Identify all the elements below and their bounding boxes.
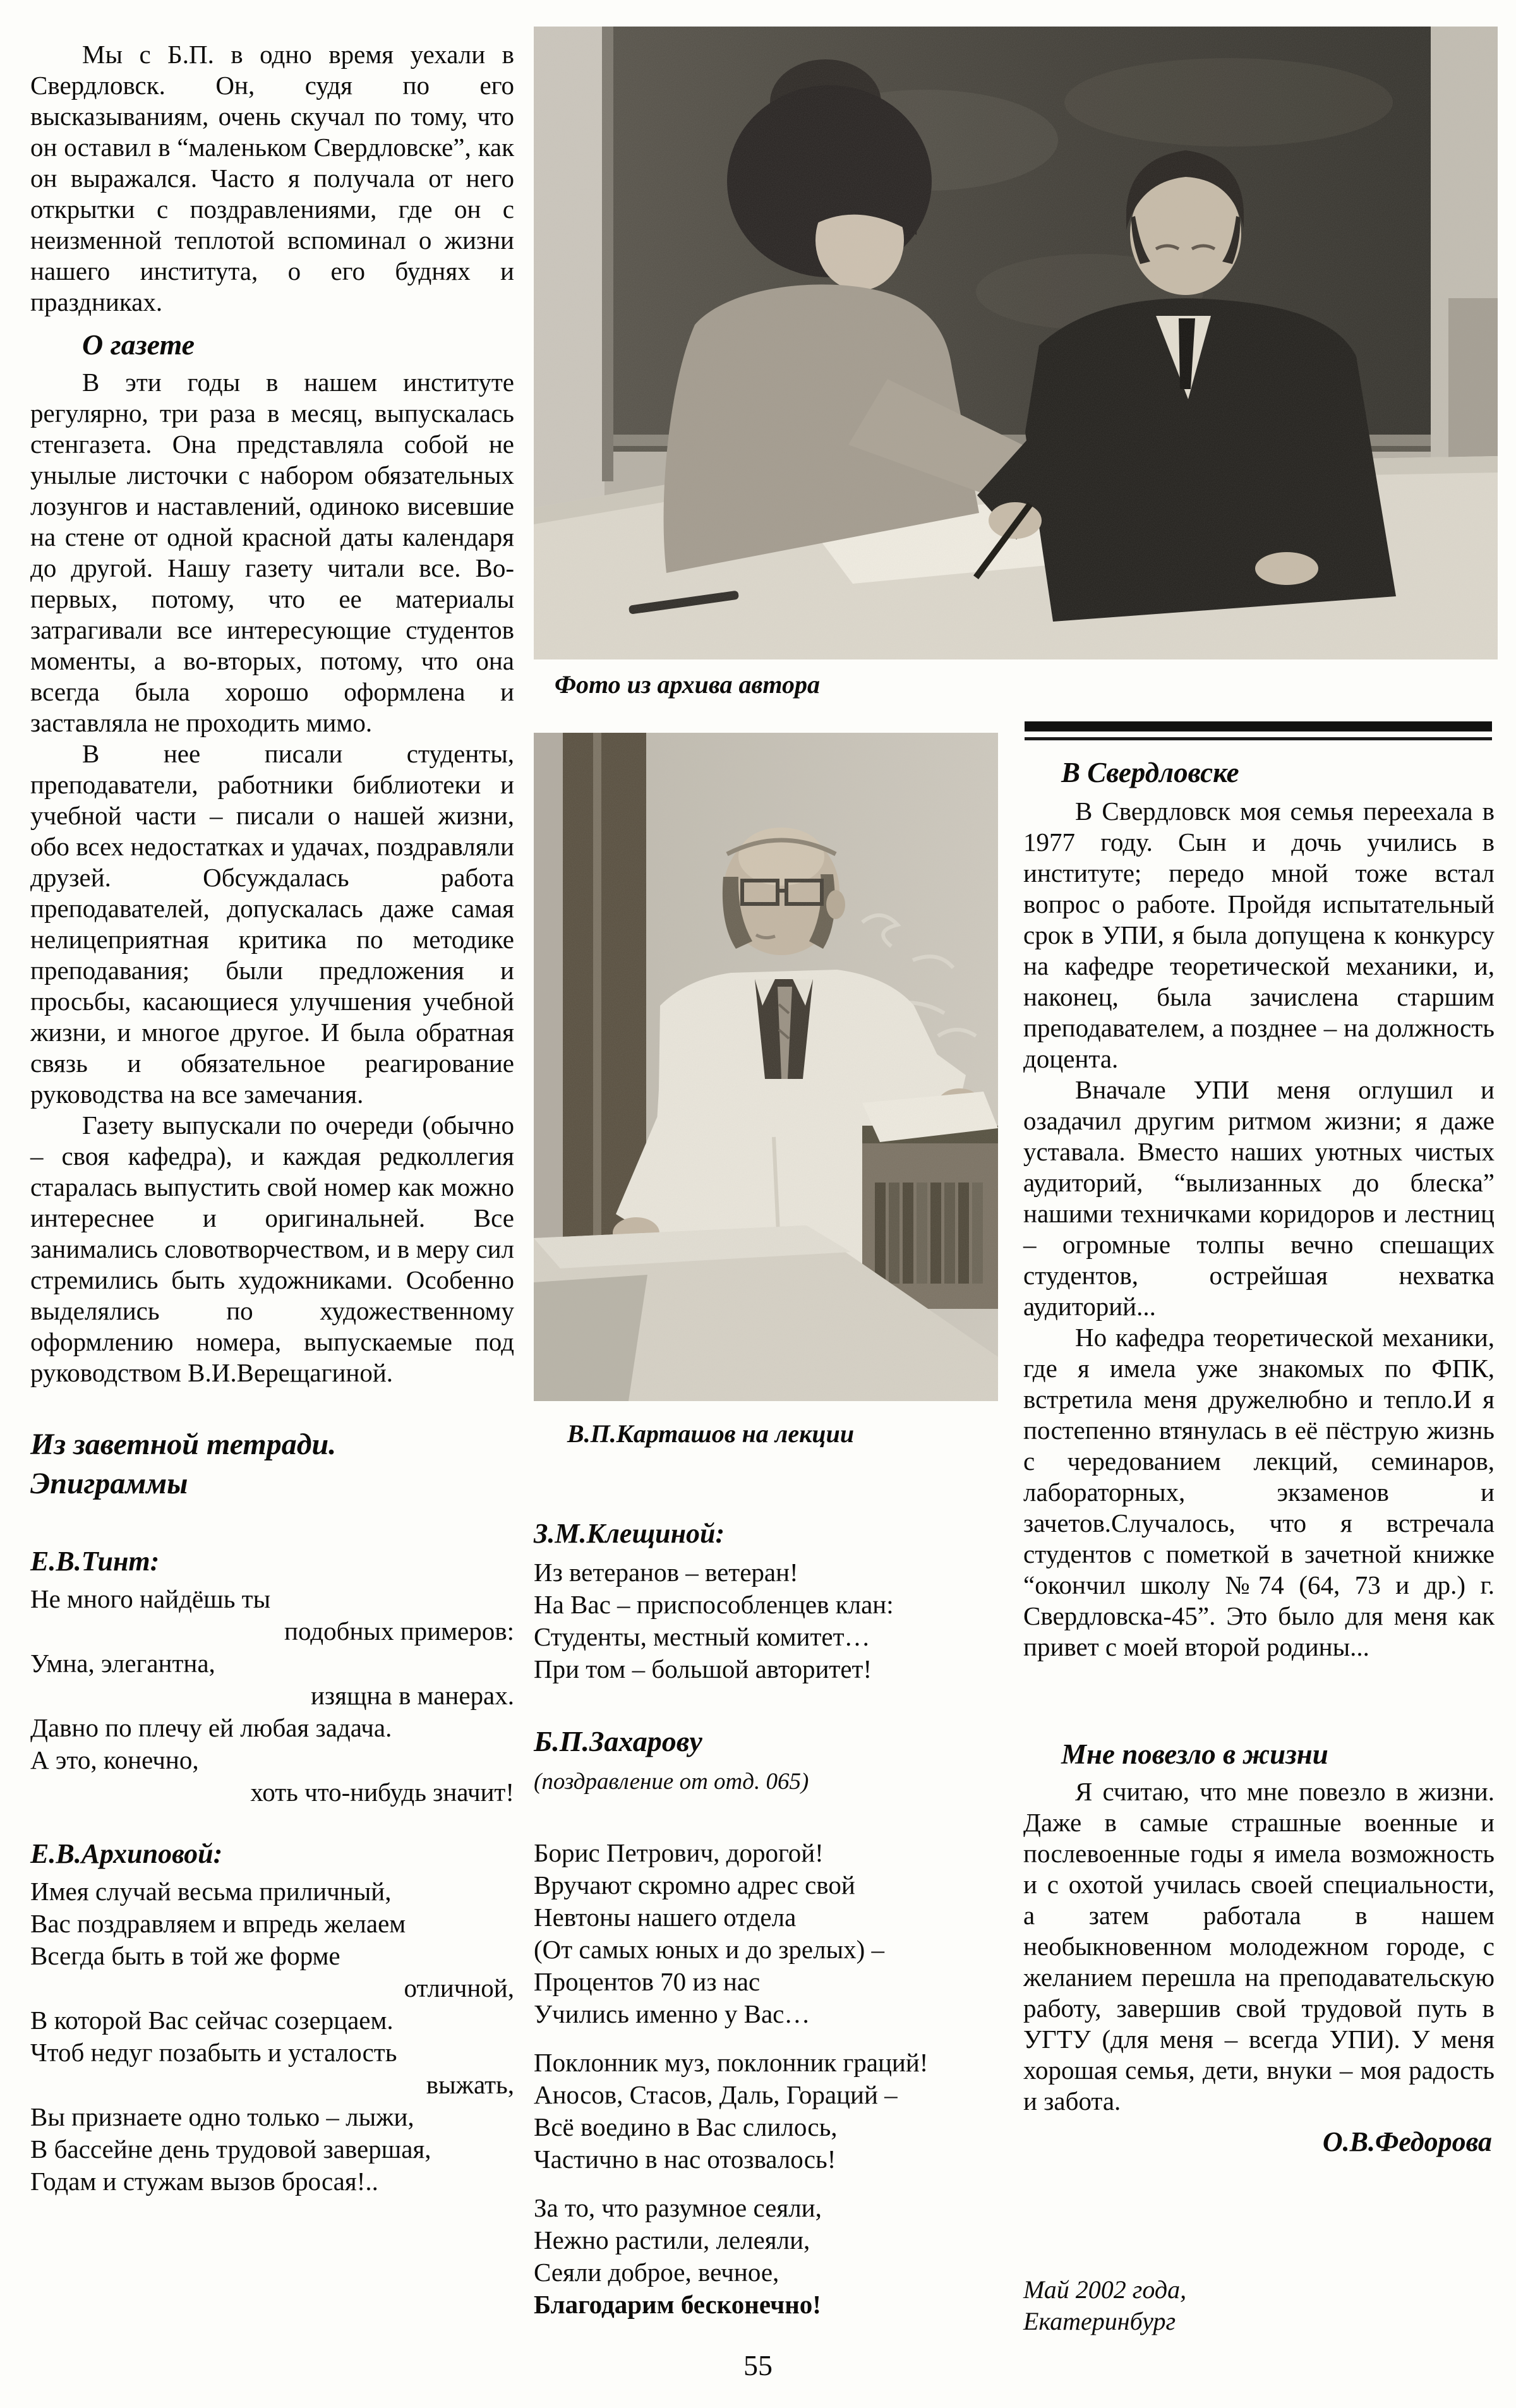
dedication-stanza-2 <box>534 2047 998 2176</box>
poem-line: Сеяли доброе, вечное, <box>534 2258 779 2287</box>
section-title-lucky: Мне повезло в жизни <box>1061 1738 1328 1770</box>
poem-line: Невтоны нашего отдела <box>534 1903 797 1932</box>
left-column <box>30 39 514 2198</box>
gazeta-paragraph-2: В нее писали студенты, преподаватели, работники библиотеки и учебной части – писали о нашей жизни, обо всех недостатках и удачах, поздравляли друзей. Обсуждалась работа преподавателей, допускалась даже самая нелицеприятная критика по методике преподавания; были предложения и просьбы, касающиеся улучшения учебной жизни, и многое другое. И была обратная связь и обязательное реагирование руководства на все замечания. <box>30 739 514 1109</box>
section-divider <box>1025 721 1492 740</box>
photo-lecture <box>534 733 998 1401</box>
poem-line: Учились именно у Вас… <box>534 1999 810 2028</box>
poem-line: Нежно растили, лелеяли, <box>534 2225 810 2254</box>
poem-line: отличной, <box>404 1973 514 2002</box>
poem-line: Борис Петрович, дорогой! <box>534 1838 824 1867</box>
poem-line: выжать, <box>426 2070 514 2099</box>
sverdlovsk-paragraph-2: Вначале УПИ меня оглушил и озадачил другим ритмом жизни; я даже уставала. Вместо наших уютных чистых аудиторий, “вылизанных до блеска” нашими техничками коридоров и лестниц – огромные толпы вечно спешащих студентов, острейшая нехватка аудиторий... <box>1023 1075 1495 1321</box>
poem-line: хоть что-нибудь значит! <box>250 1778 514 1807</box>
dedication-note: (поздравление от отд. 065) <box>534 1769 809 1795</box>
poem-line: Из ветеранов – ветеран! <box>534 1558 798 1587</box>
date-line: Май 2002 года, <box>1023 2275 1187 2304</box>
epigram-author-kleshchina: З.М.Клещиной: <box>534 1518 725 1549</box>
sverdlovsk-paragraph-1: В Свердловск моя семья переехала в 1977 году. Сын и дочь учились в институте; передо мной тоже встал вопрос о работе. Пройдя испытательный срок в УПИ, я была допущена к конкурсу на кафедре теоретической механики, и, наконец, была зачислена старшим преподавателем, а позднее – на должность доцента. <box>1023 797 1495 1073</box>
poem-line: В бассейне день трудовой завершая, <box>30 2134 431 2164</box>
poem-line: Частично в нас отозвалось! <box>534 2145 836 2174</box>
poem-line: Вас поздравляем и впредь желаем <box>30 1909 406 1938</box>
poem-line: На Вас – приспособленцев клан: <box>534 1590 894 1619</box>
poem-line: Студенты, местный комитет… <box>534 1622 870 1651</box>
poem-line: Поклонник муз, поклонник граций! <box>534 2048 929 2077</box>
photo-lecture-caption: В.П.Карташов на лекции <box>567 1419 855 1448</box>
photo-lecture-image <box>534 733 998 1401</box>
lucky-paragraph-1: Я считаю, что мне повезло в жизни. Даже в самые страшные военные и послевоенные годы я имела возможность и с охотой училась своей специальности, а затем работала в нашем необыкновенном молодежном городе, с желанием перешла на преподавательскую работу, завершив свой трудовой путь в УГТУ (для меня – всегда УПИ). У меня хорошая семья, дети, внуки – моя радость и забота. <box>1023 1777 1495 2116</box>
section-title-sverdlovsk: В Свердловске <box>1061 757 1239 788</box>
middle-column <box>534 1517 998 2321</box>
poem-line: Не много найдёшь ты <box>30 1584 271 1613</box>
poem-line: Чтоб недуг позабыть и усталость <box>30 2038 397 2067</box>
poem-line: Годам и стужам вызов бросая!.. <box>30 2167 378 2196</box>
author-signature: О.В.Федорова <box>1322 2126 1492 2157</box>
epigram-tint <box>30 1583 514 1809</box>
poem-line: Всегда быть в той же форме <box>30 1941 340 1970</box>
notebook-title-line-1: Из заветной тетради. <box>30 1428 337 1461</box>
poem-line: Умна, элегантна, <box>30 1649 215 1678</box>
date-place-block <box>1023 2274 1495 2337</box>
poem-line: изящна в манерах. <box>310 1681 514 1710</box>
place-line: Екатеринбург <box>1023 2307 1176 2335</box>
epigram-arkhipova <box>30 1875 514 2198</box>
poem-line: А это, конечно, <box>30 1745 199 1774</box>
epigram-kleshchina <box>534 1556 998 1685</box>
poem-line: В которой Вас сейчас созерцаем. <box>30 2006 394 2035</box>
epigram-author-arkhipova: Е.В.Архиповой: <box>30 1838 223 1869</box>
sverdlovsk-paragraph-3: Но кафедра теоретической механики, где я имела уже знакомых по ФПК, встретила меня дружелюбно и тепло.И я постепенно втянулась в её пёструю жизнь с чередованием лекций, семинаров, лабораторных, экзаменов и зачетов.Случалось, что я встречала студентов с пометкой в зачетной книжке “окончил школу №74 (64, 73 и др.) г. Свердловска-45”. Это было для меня как привет с моей второй родины... <box>1023 1323 1495 1661</box>
poem-line: Имея случай весьма приличный, <box>30 1877 392 1906</box>
poem-line: Всё воедино в Вас слилось, <box>534 2112 838 2141</box>
divider-thin-rule <box>1025 737 1492 740</box>
poem-line-bold: Благодарим бесконечно! <box>534 2290 821 2319</box>
dedication-stanza-1 <box>534 1837 998 2030</box>
dedication-stanza-3 <box>534 2192 998 2321</box>
photo-archive-image <box>534 27 1498 659</box>
notebook-title-line-2: Эпиграммы <box>30 1467 188 1500</box>
section-title-gazeta: О газете <box>82 328 195 361</box>
section-title-notebook <box>30 1425 514 1503</box>
photo-archive-caption: Фото из архива автора <box>555 670 820 699</box>
dedication-author-zakharov: Б.П.Захарову <box>534 1725 702 1757</box>
gazeta-paragraph-1: В эти годы в нашем институте регулярно, три раза в месяц, выпускалась стенгазета. Она представляла собой не унылые листочки с набором обязательных лозунгов и наставлений, одиноко висевшие на стене от одной красной даты календаря до другой. Нашу газету читали все. Во-первых, потому, что ее материалы затрагивали все интересующие студентов моменты, а во-вторых, потому, что она всегда была хорошо оформлена и заставляла не проходить мимо. <box>30 368 514 737</box>
poem-line: За то, что разумное сеяли, <box>534 2193 822 2222</box>
epigram-author-tint: Е.В.Тинт: <box>30 1546 160 1577</box>
poem-line: Аносов, Стасов, Даль, Гораций – <box>534 2080 898 2109</box>
poem-line: Давно по плечу ей любая задача. <box>30 1713 392 1742</box>
gazeta-paragraph-3: Газету выпускали по очереди (обычно – своя кафедра), и каждая редколлегия старалась выпустить свой номер как можно интереснее и оригинальней. Все занимались словотворчеством, и в меру сил стремились быть художниками. Особенно выделялись по художественному оформлению номера, выпускаемые под руководством В.И.Верещагиной. <box>30 1111 514 1387</box>
divider-thick-rule <box>1025 721 1492 731</box>
poem-line: Вручают скромно адрес свой <box>534 1870 855 1899</box>
photo-archive <box>534 27 1498 659</box>
poem-line: Вы признаете одно только – лыжи, <box>30 2102 414 2131</box>
page-number: 55 <box>743 2349 773 2381</box>
intro-paragraph: Мы с Б.П. в одно время уехали в Свердловск. Он, судя по его высказываниям, очень скучал по тому, что он оставил в “маленьком Свердловске”, как он выражался. Часто я получала от него открытки с поздравлениями, где он с неизменной теплотой вспоминал о жизни нашего института, о его буднях и праздниках. <box>30 40 514 316</box>
poem-line: подобных примеров: <box>284 1616 514 1646</box>
poem-line: Процентов 70 из нас <box>534 1967 761 1996</box>
right-column <box>1023 756 1495 2337</box>
poem-line: При том – большой авторитет! <box>534 1654 872 1683</box>
poem-line: (От самых юных и до зрелых) – <box>534 1935 885 1964</box>
